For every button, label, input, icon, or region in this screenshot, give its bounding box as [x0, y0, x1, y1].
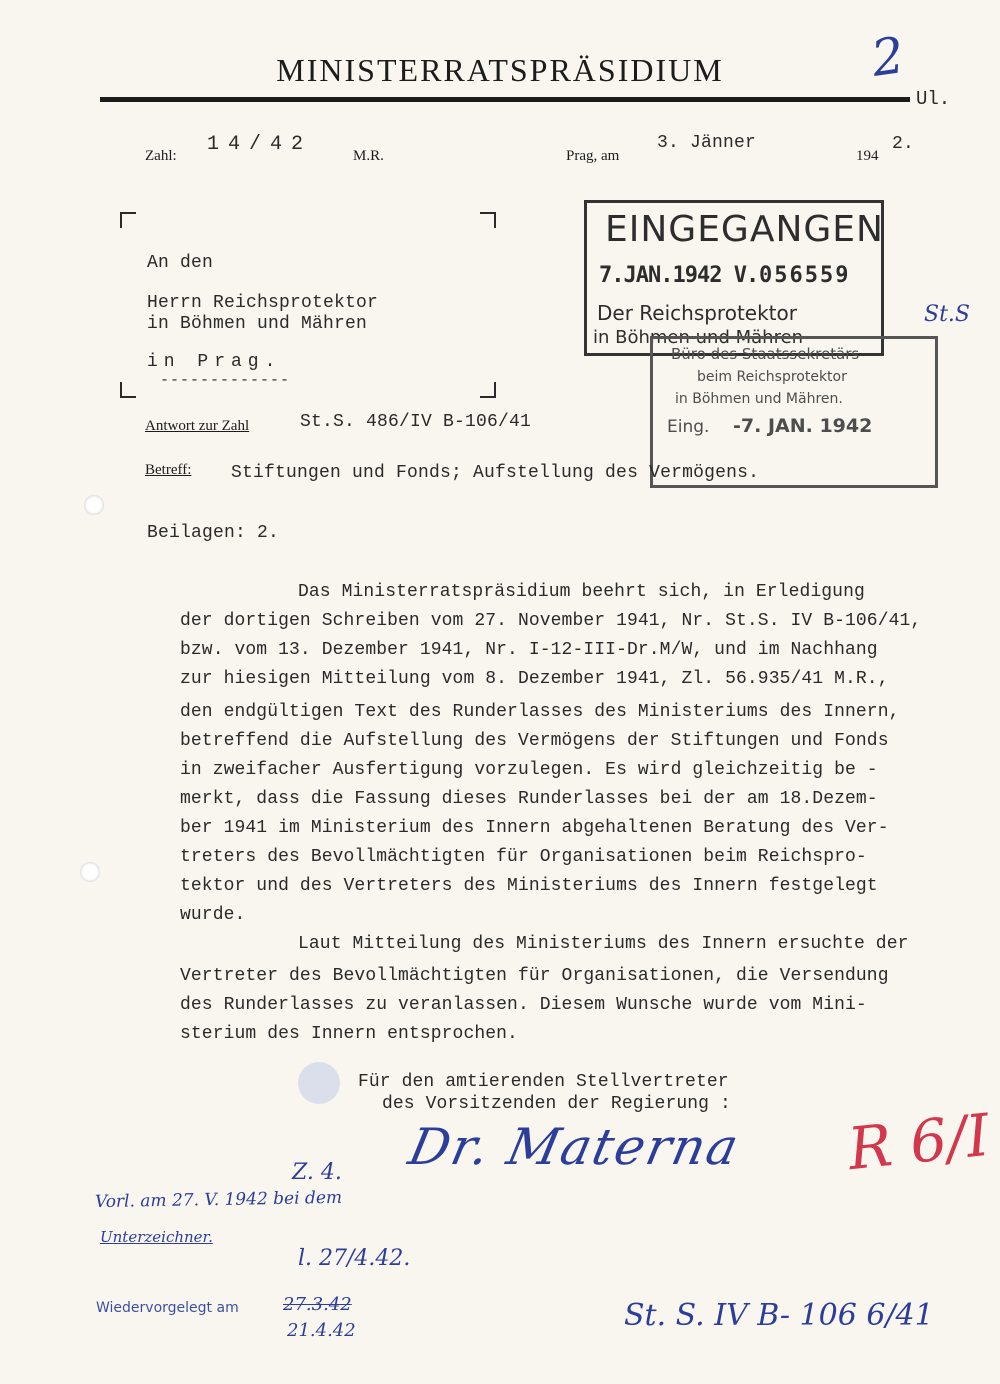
handwritten-page-number: 2: [868, 26, 908, 88]
body-line: betreffend die Aufstellung des Vermögens der Stiftungen und Fonds: [180, 731, 889, 751]
received-stamp-number: 056559: [759, 263, 851, 288]
closing-line-1: Für den amtierenden Stellvertreter: [358, 1072, 729, 1092]
letterhead-title: MINISTERRATSPRÄSIDIUM: [276, 52, 724, 88]
punch-hole-bottom: [80, 862, 100, 882]
file-reference: St. S. IV B- 106 6/41: [624, 1298, 934, 1333]
hand-note-3: Unterzeichner.: [100, 1228, 213, 1246]
betreff-value: Stiftungen und Fonds; Aufstellung des Vermögens.: [231, 463, 760, 483]
office-stamp-line-2: beim Reichsprotektor: [697, 369, 847, 385]
address-line-2: Herrn Reichsprotektor: [147, 293, 379, 313]
received-stamp: [584, 200, 884, 356]
betreff-label: Betreff:: [145, 462, 192, 478]
office-stamp-date: -7. JAN. 1942: [733, 415, 873, 437]
crop-mark-top-left: [120, 212, 136, 228]
crop-mark-bottom-left: [120, 382, 136, 398]
signature: Dr. Materna: [403, 1118, 746, 1176]
punch-hole-top: [84, 495, 104, 515]
hand-note-1: Z. 4.: [292, 1160, 342, 1185]
place-label: Prag, am: [566, 148, 620, 164]
letterhead-rule: [100, 97, 910, 102]
resubmitted-struck-date: 27.3.42: [283, 1294, 352, 1315]
body-line: der dortigen Schreiben vom 27. November 1941, Nr. St.S. IV B-106/41,: [180, 611, 922, 631]
body-line: bzw. vom 13. Dezember 1941, Nr. I-12-III-Dr.M/W, und im Nachhang: [180, 640, 878, 660]
body-line: Das Ministerratspräsidium beehrt sich, in Erledigung: [298, 582, 865, 602]
body-line: sterium des Innern entsprochen.: [180, 1024, 518, 1044]
year-suffix: 2.: [892, 134, 915, 154]
address-line-3: in Böhmen und Mähren: [147, 314, 368, 334]
office-stamp-line-1: Büro des Staatssekretärs: [671, 345, 860, 363]
filing-mark: Ul.: [916, 88, 951, 110]
received-stamp-title: EINGEGANGEN: [605, 209, 884, 250]
ink-stamp-mark: [298, 1062, 340, 1104]
address-underline: -------------: [160, 372, 291, 389]
body-line: des Runderlasses zu veranlassen. Diesem Wunsche wurde vom Mini-: [180, 995, 867, 1015]
red-ink-mark: R 6/I: [844, 1100, 993, 1184]
hand-note-4: l. 27/4.42.: [298, 1246, 411, 1271]
antwort-label: Antwort zur Zahl: [145, 418, 250, 434]
address-line-1: An den: [147, 253, 214, 273]
body-line: wurde.: [180, 905, 246, 925]
body-line: merkt, dass die Fassung dieses Runderlasses bei der am 18.Dezem-: [180, 789, 878, 809]
received-stamp-date: 7.JAN.1942 V.: [599, 263, 759, 288]
office-stamp-line-3: in Böhmen und Mähren.: [675, 391, 843, 407]
body-line: Vertreter des Bevollmächtigten für Organisationen, die Versendung: [180, 966, 889, 986]
resubmitted-date: 21.4.42: [287, 1320, 356, 1341]
received-stamp-line-1: Der Reichsprotektor: [597, 301, 797, 325]
body-line: ber 1941 im Ministerium des Innern abgehaltenen Beratung des Ver-: [180, 818, 889, 838]
crop-mark-bottom-right: [480, 382, 496, 398]
body-line: tektor und des Vertreters des Ministeriums des Innern festgelegt: [180, 876, 878, 896]
office-stamp-label: Eing.: [667, 417, 710, 437]
zahl-value: 14/42: [207, 133, 313, 156]
antwort-value: St.S. 486/IV B-106/41: [300, 412, 532, 432]
beilagen-line: Beilagen: 2.: [147, 523, 280, 543]
body-line: den endgültigen Text des Runderlasses des Ministeriums des Innern,: [180, 702, 900, 722]
zahl-label: Zahl:: [145, 148, 177, 164]
address-line-4: in Prag.: [147, 352, 282, 372]
resubmitted-stamp-label: Wiedervorgelegt am: [96, 1300, 239, 1316]
year-prefix: 194: [856, 148, 879, 164]
body-line: treters des Bevollmächtigten für Organisationen beim Reichspro-: [180, 847, 867, 867]
margin-initials: St.S: [924, 302, 970, 327]
crop-mark-top-right: [480, 212, 496, 228]
hand-note-2: Vorl. am 27. V. 1942 bei dem: [94, 1187, 343, 1213]
received-stamp-line-2: in Böhmen und Mähren: [593, 327, 804, 348]
closing-line-2: des Vorsitzenden der Regierung :: [382, 1094, 731, 1114]
mr-label: M.R.: [353, 148, 384, 164]
date-value: 3. Jänner: [657, 133, 757, 153]
body-line: in zweifacher Ausfertigung vorzulegen. Es wird gleichzeitig be -: [180, 760, 878, 780]
body-line: zur hiesigen Mitteilung vom 8. Dezember 1941, Zl. 56.935/41 M.R.,: [180, 669, 889, 689]
body-line: Laut Mitteilung des Ministeriums des Innern ersuchte der: [298, 934, 909, 954]
